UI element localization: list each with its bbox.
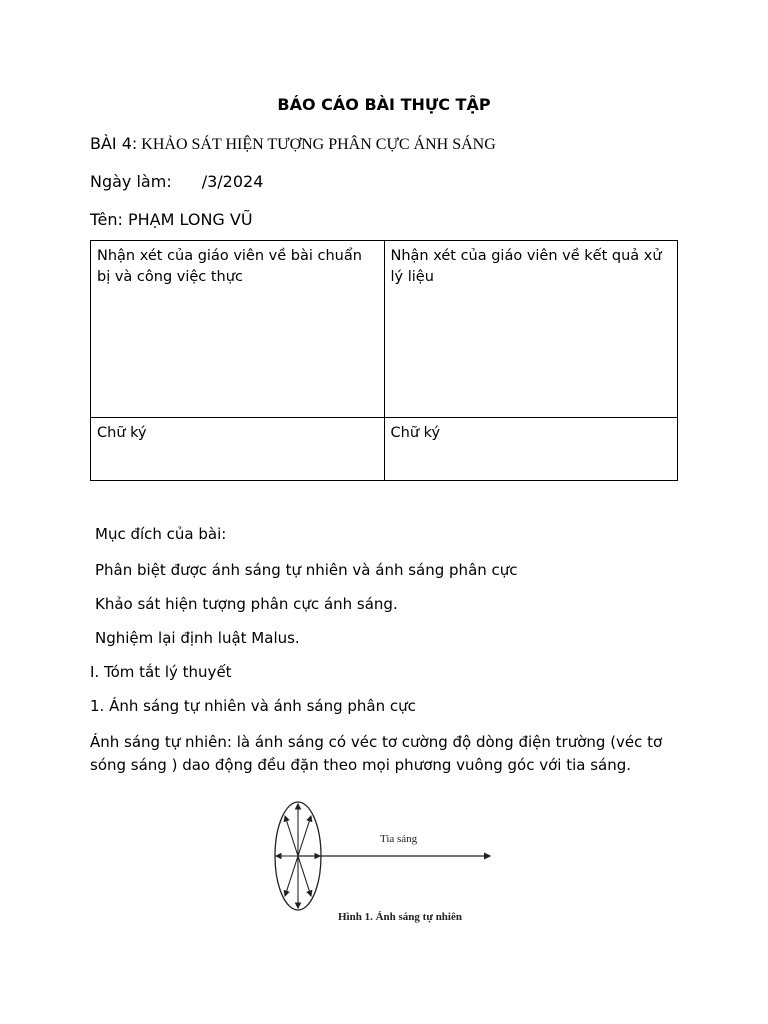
table-row [91,241,678,418]
ray-label: Tia sáng [380,833,418,845]
section-heading: I. Tóm tắt lý thuyết [90,663,232,681]
natural-light-diagram [258,786,514,932]
signature-cell-1: Chữ ký [91,418,385,481]
lesson-line [90,134,496,154]
purpose-heading: Mục đích của bài: [95,525,227,543]
lesson-prefix: BÀI 4: [90,134,138,153]
figure-caption: Hình 1. Ánh sáng tự nhiên [338,911,462,923]
date-value: /3/2024 [201,172,264,191]
purpose-item: Phân biệt được ánh sáng tự nhiên và ánh sáng phân cực [95,561,518,579]
report-title: BÁO CÁO BÀI THỰC TẬP [277,95,491,114]
date-line [90,172,263,191]
paragraph-natural-light: Ánh sáng tự nhiên: là ánh sáng có véc tơ cường độ dòng điện trường (véc tơ sóng sáng ) dao động đều đặn theo mọi phương vuông góc với tia sáng. [90,733,663,774]
comment-results-cell: Nhận xét của giáo viên về kết quả xử lý liệu [384,241,678,418]
date-label: Ngày làm: [90,172,172,191]
purpose-item: Khảo sát hiện tượng phân cực ánh sáng. [95,595,398,613]
table-row [91,418,678,481]
evaluation-table [90,240,678,481]
comment-preparation-cell: Nhận xét của giáo viên về bài chuẩn bị và công việc thực [91,241,385,418]
lesson-name: KHẢO SÁT HIỆN TƯỢNG PHÂN CỰC ÁNH SÁNG [137,136,496,153]
natural-light-figure [258,786,514,932]
subsection-heading: 1. Ánh sáng tự nhiên và ánh sáng phân cực [90,697,416,715]
purpose-item: Nghiệm lại định luật Malus. [95,629,300,647]
signature-cell-2: Chữ ký [384,418,678,481]
student-name: Tên: PHẠM LONG VŨ [90,210,253,229]
